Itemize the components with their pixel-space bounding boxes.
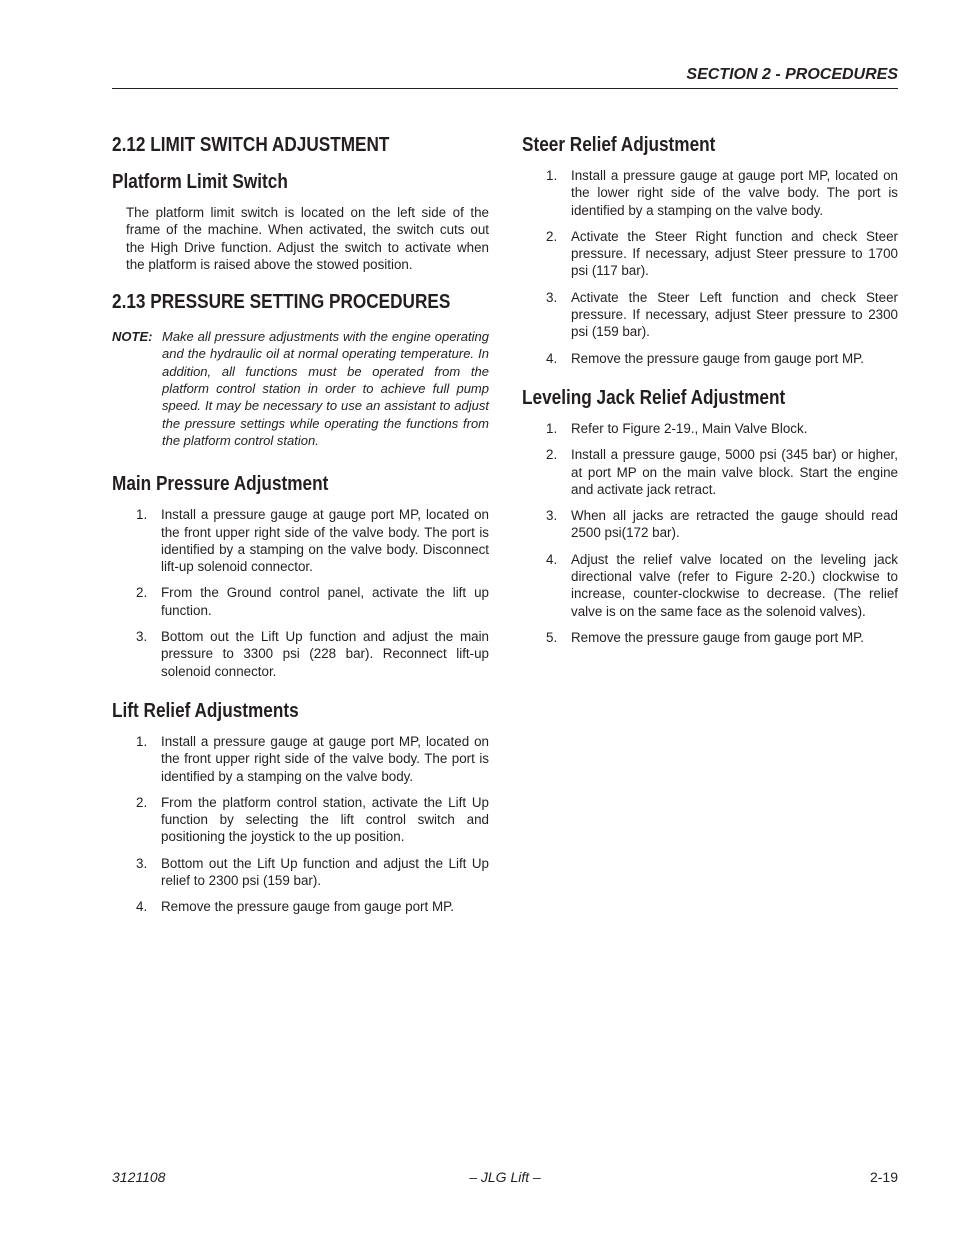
heading-pressure-setting: 2.13 PRESSURE SETTING PROCEDURES (112, 291, 451, 314)
page-footer (112, 1169, 898, 1189)
footer-brand: – JLG Lift – (469, 1169, 541, 1185)
step-number: 2. (136, 794, 148, 810)
heading-steer-relief: Steer Relief Adjustment (522, 134, 716, 156)
step-text: Bottom out the Lift Up function and adjust the main pressure to 3300 psi (228 bar). Reconnect lift-up solenoid connector. (161, 629, 489, 679)
heading-platform-limit-switch: Platform Limit Switch (112, 171, 288, 193)
step-text: Remove the pressure gauge from gauge port MP. (571, 629, 865, 645)
step-number: 3. (546, 289, 558, 305)
step-text: From the platform control station, activate the Lift Up function by selecting the lift control switch and positioning the joystick to the up position. (161, 794, 489, 845)
step-text: From the Ground control panel, activate the lift up function. (161, 585, 489, 618)
step-number: 4. (136, 899, 148, 915)
note-text: Make all pressure adjustments with the engine operating and the hydraulic oil at normal operating temperature. In addition, all functions must be operated from the platform control station in order to achieve full pump speed. It may be necessary to use an assistant to adjust the pressure settings while operating the functions from the platform control station. (162, 329, 489, 448)
step-number: 5. (546, 629, 558, 645)
note-block (112, 328, 489, 449)
list-item (522, 350, 898, 367)
step-text: Adjust the relief valve located on the leveling jack directional valve (refer to Figure 2-20.) clockwise to increase, counter-clockwise to decrease. (The relief valve is on the same face as the solenoid valves). (571, 551, 898, 619)
step-number: 3. (136, 855, 148, 871)
step-number: 4. (546, 551, 558, 567)
steer-relief-steps (522, 167, 898, 367)
section-title: SECTION 2 - PROCEDURES (686, 66, 898, 83)
platform-limit-paragraph: The platform limit switch is located on the left side of the frame of the machine. When activated, the switch cuts out the High Drive function. Adjust the switch to activate when the platform is raised above the stowed position. (126, 205, 489, 272)
page-header (112, 64, 898, 89)
list-item (112, 584, 489, 619)
document-number: 3121108 (112, 1169, 166, 1185)
lift-relief-steps (112, 733, 489, 916)
step-text: Bottom out the Lift Up function and adjust the Lift Up relief to 2300 psi (159 bar). (161, 855, 489, 889)
step-number: 2. (546, 228, 558, 244)
step-number: 3. (136, 629, 148, 645)
step-number: 1. (136, 733, 148, 749)
step-text: Remove the pressure gauge from gauge port MP. (161, 899, 455, 915)
list-item (112, 506, 489, 575)
list-item (522, 167, 898, 219)
list-item (522, 228, 898, 280)
page-number: 2-19 (869, 1169, 898, 1185)
heading-main-pressure: Main Pressure Adjustment (112, 473, 329, 496)
heading-limit-switch: 2.12 LIMIT SWITCH ADJUSTMENT (112, 134, 390, 156)
leveling-jack-steps (522, 420, 898, 646)
step-number: 4. (546, 350, 558, 366)
step-text: Activate the Steer Right function and check Steer pressure. If necessary, adjust Steer pressure to 1700 psi (117 bar). (571, 228, 898, 279)
step-number: 1. (136, 507, 148, 523)
list-item (112, 794, 489, 846)
list-item (522, 420, 898, 437)
step-number: 3. (546, 508, 558, 524)
step-text: Install a pressure gauge at gauge port MP, located on the lower right side of the valve body. The port is identified by a stamping on the valve body. (571, 168, 898, 218)
left-column (112, 130, 489, 936)
step-number: 1. (546, 420, 558, 436)
list-item (112, 628, 489, 680)
heading-leveling-jack-relief: Leveling Jack Relief Adjustment (522, 386, 786, 409)
list-item (522, 629, 898, 646)
step-text: Install a pressure gauge at gauge port MP, located on the front upper right side of the valve body. The port is identified by a stamping on the valve body. Disconnect lift-up solenoid connector. (161, 507, 489, 575)
step-text: Activate the Steer Left function and check Steer pressure. If necessary, adjust Steer pressure to 2300 psi (159 bar). (571, 289, 898, 340)
step-text: When all jacks are retracted the gauge should read 2500 psi(172 bar). (571, 508, 898, 541)
list-item (522, 507, 898, 542)
step-number: 2. (136, 585, 148, 601)
step-text: Install a pressure gauge at gauge port MP, located on the front upper right side of the valve body. The port is identified by a stamping on the valve body. (161, 733, 489, 784)
list-item (112, 733, 489, 785)
list-item (112, 898, 489, 915)
heading-lift-relief: Lift Relief Adjustments (112, 699, 299, 722)
list-item (522, 551, 898, 620)
step-text: Install a pressure gauge, 5000 psi (345 bar) or higher, at port MP on the main valve block. Start the engine and activate jack retract. (571, 447, 898, 497)
step-number: 1. (546, 168, 558, 183)
list-item (112, 855, 489, 890)
note-label: NOTE: (112, 329, 153, 345)
right-column (522, 130, 898, 666)
step-text: Remove the pressure gauge from gauge port MP. (571, 350, 865, 366)
main-pressure-steps (112, 506, 489, 680)
list-item (522, 446, 898, 498)
list-item (522, 289, 898, 341)
step-text: Refer to Figure 2-19., Main Valve Block. (571, 420, 808, 436)
step-number: 2. (546, 447, 558, 463)
